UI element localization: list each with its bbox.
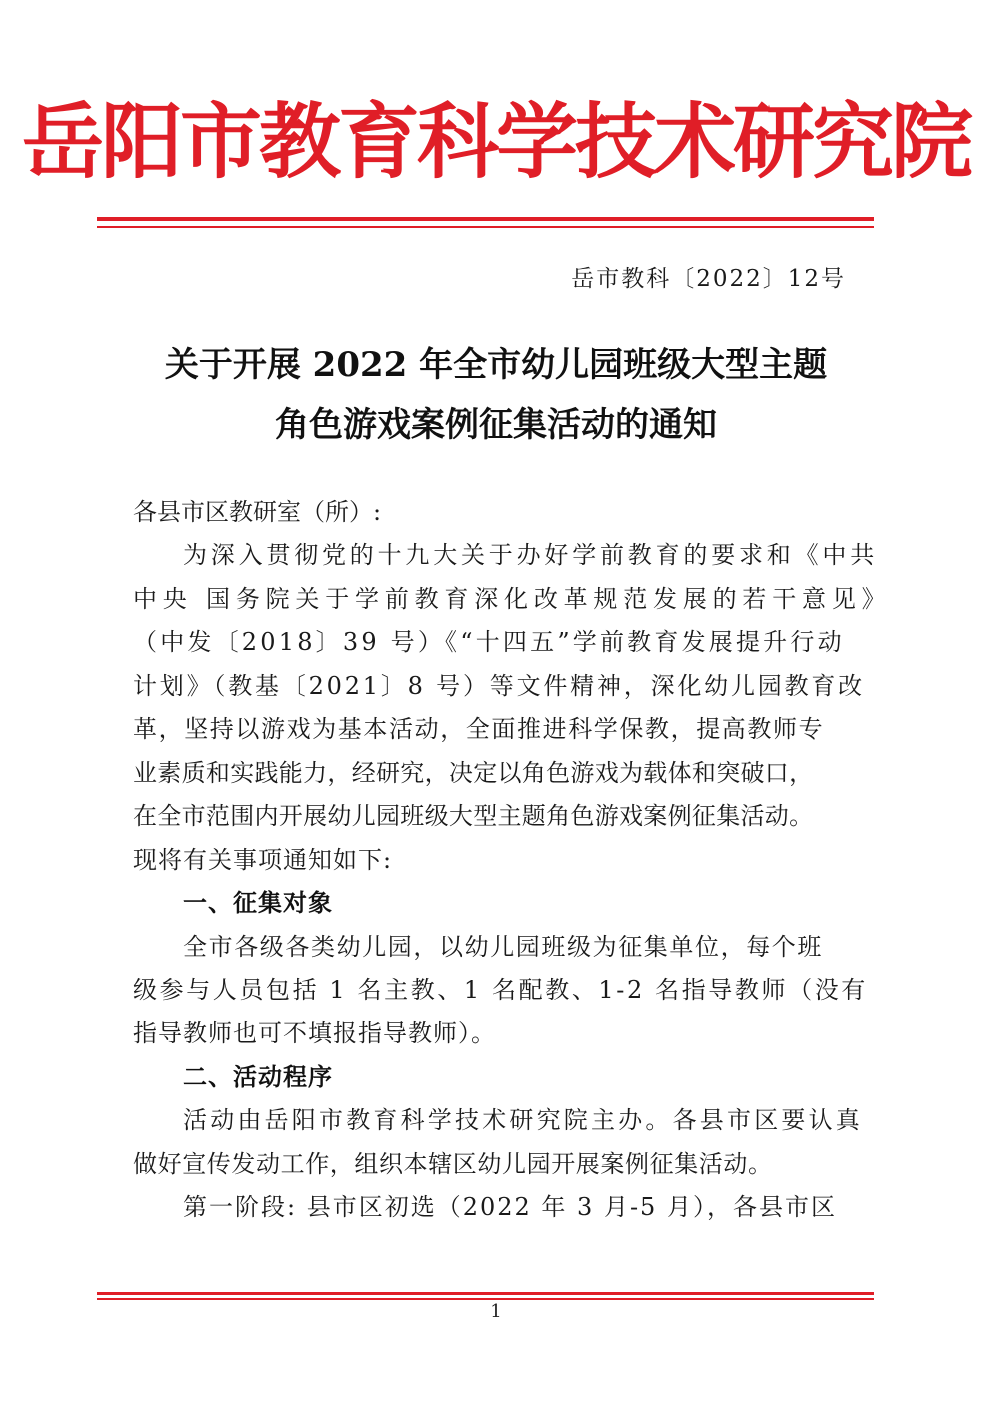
document-title-line-2: 角色游戏案例征集活动的通知 bbox=[275, 405, 717, 445]
section-heading: 一、征集对象 bbox=[183, 889, 333, 917]
section-line: 指导教师也可不填报指导教师）。 bbox=[133, 1019, 496, 1047]
masthead-rule-thin bbox=[97, 226, 874, 228]
intro-line: 中央 国务院关于学前教育深化改革规范发展的若干意见》 bbox=[133, 585, 892, 613]
intro-line: 业素质和实践能力，经研究，决定以角色游戏为载体和突破口， bbox=[133, 759, 814, 787]
salutation: 各县市区教研室（所）: bbox=[133, 498, 382, 526]
section-line: 做好宣传发动工作，组织本辖区幼儿园开展案例征集活动。 bbox=[133, 1150, 773, 1178]
footer-rule-thick bbox=[97, 1292, 874, 1295]
masthead-rule-thick bbox=[97, 217, 874, 221]
section-line: 级参与人员包括 1 名主教、1 名配教、1-2 名指导教师（没有 bbox=[133, 976, 868, 1004]
intro-line: （中发〔2018〕39 号）《“十四五”学前教育发展提升行动 bbox=[133, 628, 845, 656]
document-title-line-1: 关于开展 2022 年全市幼儿园班级大型主题 bbox=[164, 345, 828, 385]
intro-line: 在全市范围内开展幼儿园班级大型主题角色游戏案例征集活动。 bbox=[133, 802, 814, 830]
masthead: 岳阳市教育科学技术研究院 bbox=[21, 94, 970, 190]
section-line: 第一阶段: 县市区初选（2022 年 3 月-5 月），各县市区 bbox=[183, 1193, 837, 1221]
page-number: 1 bbox=[490, 1301, 502, 1322]
section-line: 全市各级各类幼儿园，以幼儿园班级为征集单位，每个班 bbox=[183, 933, 823, 961]
section-heading: 二、活动程序 bbox=[183, 1063, 333, 1091]
intro-line: 为深入贯彻党的十九大关于办好学前教育的要求和《中共 bbox=[183, 541, 878, 569]
intro-line: 革，坚持以游戏为基本活动，全面推进科学保教，提高教师专 bbox=[133, 715, 825, 743]
document-number: 岳市教科〔2022〕12号 bbox=[571, 266, 846, 292]
section-line: 活动由岳阳市教育科学技术研究院主办。各县市区要认真 bbox=[183, 1106, 863, 1134]
intro-line: 计划》（教基〔2021〕8 号）等文件精神，深化幼儿园教育改 bbox=[133, 672, 865, 700]
intro-line: 现将有关事项通知如下: bbox=[133, 846, 393, 874]
